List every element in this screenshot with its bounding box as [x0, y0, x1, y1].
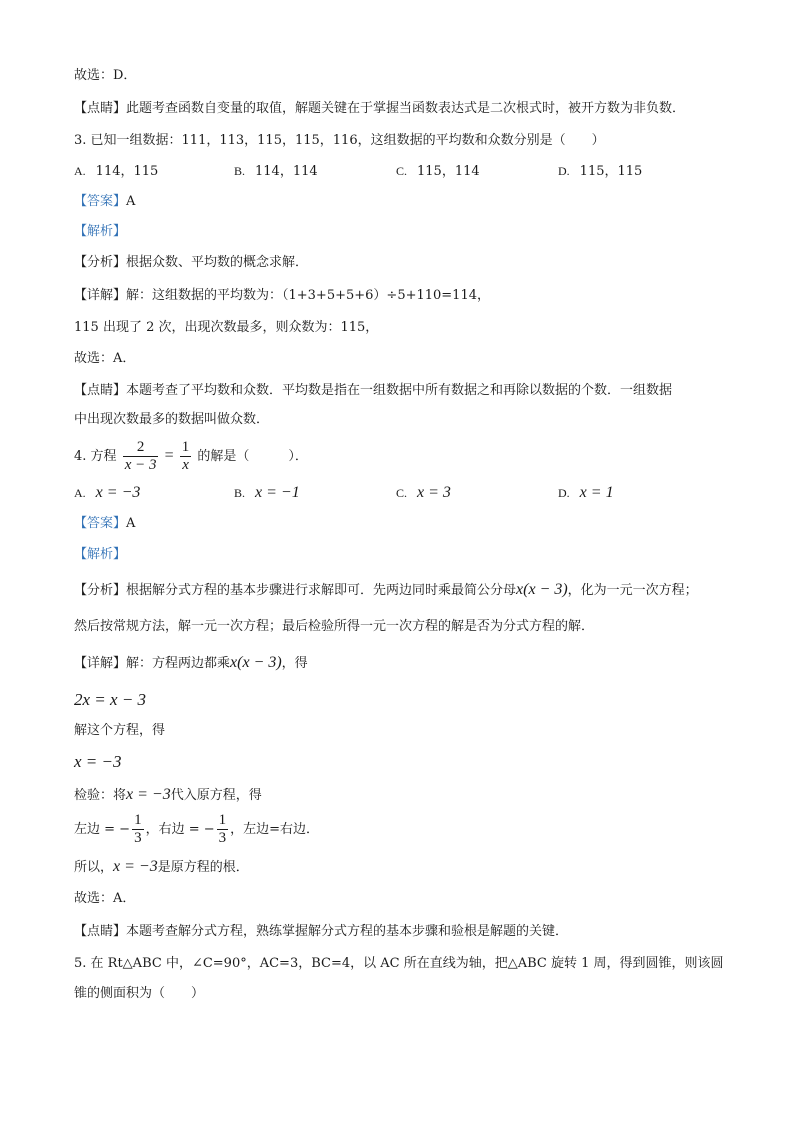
q3-option-d-text: 115，115 [579, 164, 643, 179]
answer-tag: 【答案】 [74, 516, 127, 531]
q4-option-d [558, 483, 614, 504]
q3-option-c-label: C. [396, 164, 408, 178]
answer-value: A [126, 194, 136, 209]
so-math: x = −3 [113, 858, 158, 875]
q3-option-a [74, 161, 158, 182]
xiangjie-tail: ，得 [281, 656, 308, 671]
q4-option-d-label: D. [558, 486, 570, 500]
q3-option-d-label: D. [558, 164, 570, 178]
so-text: 所以， [74, 860, 114, 875]
fraction-denominator: x − 3 [124, 457, 157, 473]
check-text: 检验：将 [74, 788, 127, 803]
q4-choose: 故选：A． [74, 891, 136, 906]
q4-left-right [74, 811, 319, 849]
q4-option-c-label: C. [396, 486, 408, 500]
q4-fraction-right [180, 439, 192, 474]
prev-comment-line: 【点睛】此题考查函数自变量的取值，解题关键在于掌握当函数表达式是二次根式时，被开方数为非负数． [74, 101, 686, 116]
q3-option-d [558, 161, 642, 182]
q4-stem-suffix: 的解是（ ）． [197, 449, 308, 464]
check-tail: 代入原方程，得 [170, 788, 262, 803]
fenxi-tail: ，化为一元一次方程； [567, 583, 698, 598]
q4-option-a-label: A. [74, 486, 86, 500]
fraction-numerator: 1 [218, 812, 227, 828]
q3-option-b-text: 114，114 [255, 164, 318, 179]
q4-stem [74, 437, 308, 476]
q4-equation-2: x = −3 [74, 752, 122, 771]
q3-answer [74, 192, 135, 212]
q3-stem: 3. 已知一组数据：111，113，115，115，116，这组数据的平均数和众数分别是（ ） [74, 133, 605, 148]
xiangjie-math: x(x − 3) [230, 654, 282, 671]
fraction-numerator: 2 [136, 439, 145, 455]
q5-stem-1: 5. 在 Rt△ABC 中，∠C=90°，AC=3，BC=4，以 AC 所在直线为轴，把△ABC 旋转 1 周，得到圆锥，则该圆 [74, 956, 724, 971]
q3-dianjing-2: 中出现次数最多的数据叫做众数． [74, 412, 270, 427]
q4-equation-1: 2x = x − 3 [74, 690, 147, 709]
q4-so [74, 857, 249, 878]
q4-option-b [234, 483, 300, 504]
q4-fraction-left [123, 439, 159, 474]
right-side-label: ，右边 = − [145, 822, 215, 837]
q4-option-b-label: B. [234, 486, 246, 500]
q4-dianjing: 【点睛】本题考查解分式方程，熟练掌握解分式方程的基本步骤和验根是解题的关键． [74, 924, 569, 939]
xiangjie-text: 【详解】解：方程两边都乘 [74, 656, 231, 671]
fraction-numerator: 1 [134, 812, 142, 828]
right-fraction [217, 812, 229, 847]
fenxi-math: x(x − 3) [516, 581, 568, 598]
q3-option-b [234, 161, 318, 182]
q4-option-b-text: x = −1 [255, 484, 300, 501]
left-fraction [132, 812, 144, 847]
q4-answer [74, 514, 135, 534]
equals-sign: = [164, 447, 174, 464]
q3-choose: 故选：A． [74, 351, 136, 366]
so-tail: 是原方程的根． [157, 860, 249, 875]
q3-fenxi: 【分析】根据众数、平均数的概念求解． [74, 255, 309, 270]
fraction-denominator: x [180, 456, 192, 474]
q3-analysis-tag: 【解析】 [74, 224, 127, 239]
left-side-label: 左边 = − [74, 822, 131, 837]
q4-option-c [396, 483, 451, 504]
q4-check [74, 785, 262, 806]
q3-option-c-text: 115，114 [417, 164, 480, 179]
q3-dianjing-1: 【点睛】本题考查了平均数和众数．平均数是指在一组数据中所有数据之和再除以数据的个数．一组数据 [74, 383, 673, 398]
q4-fenxi [74, 580, 698, 601]
q3-option-c [396, 161, 480, 182]
fenxi-text: 【分析】根据解分式方程的基本步骤进行求解即可．先两边同时乘最简公分母 [74, 583, 517, 598]
q4-option-c-text: x = 3 [417, 484, 451, 501]
equality-tail: ，左边=右边． [230, 822, 320, 837]
q3-mode-line: 115 出现了 2 次，出现次数最多，则众数为：115， [74, 320, 379, 335]
answer-value: A [126, 516, 136, 531]
q4-fenxi-2: 然后按常规方法，解一元一次方程；最后检验所得一元一次方程的解是否为分式方程的解． [74, 619, 595, 634]
q5-stem-2: 锥的侧面积为（ ） [74, 986, 205, 1001]
q3-option-b-label: B. [234, 164, 246, 178]
check-math: x = −3 [126, 786, 171, 803]
q4-option-a-text: x = −3 [95, 484, 141, 501]
q3-option-a-label: A. [74, 164, 86, 178]
fraction-denominator: 3 [134, 830, 142, 846]
q4-xiangjie [74, 653, 308, 674]
q4-solve-line: 解这个方程，得 [74, 723, 166, 738]
q4-option-a [74, 483, 140, 504]
fraction-denominator: 3 [218, 830, 227, 846]
q4-option-d-text: x = 1 [579, 484, 614, 501]
q3-xiangjie: 【详解】解：这组数据的平均数为：（1+3+5+5+6）÷5+110=114， [74, 288, 491, 303]
q4-stem-prefix: 4. 方程 [74, 449, 117, 464]
fraction-numerator: 1 [181, 439, 190, 455]
q4-analysis-tag: 【解析】 [74, 547, 127, 562]
prev-answer-line: 故选：D． [74, 68, 137, 83]
q3-option-a-text: 114，115 [95, 164, 159, 179]
answer-tag: 【答案】 [74, 194, 127, 209]
